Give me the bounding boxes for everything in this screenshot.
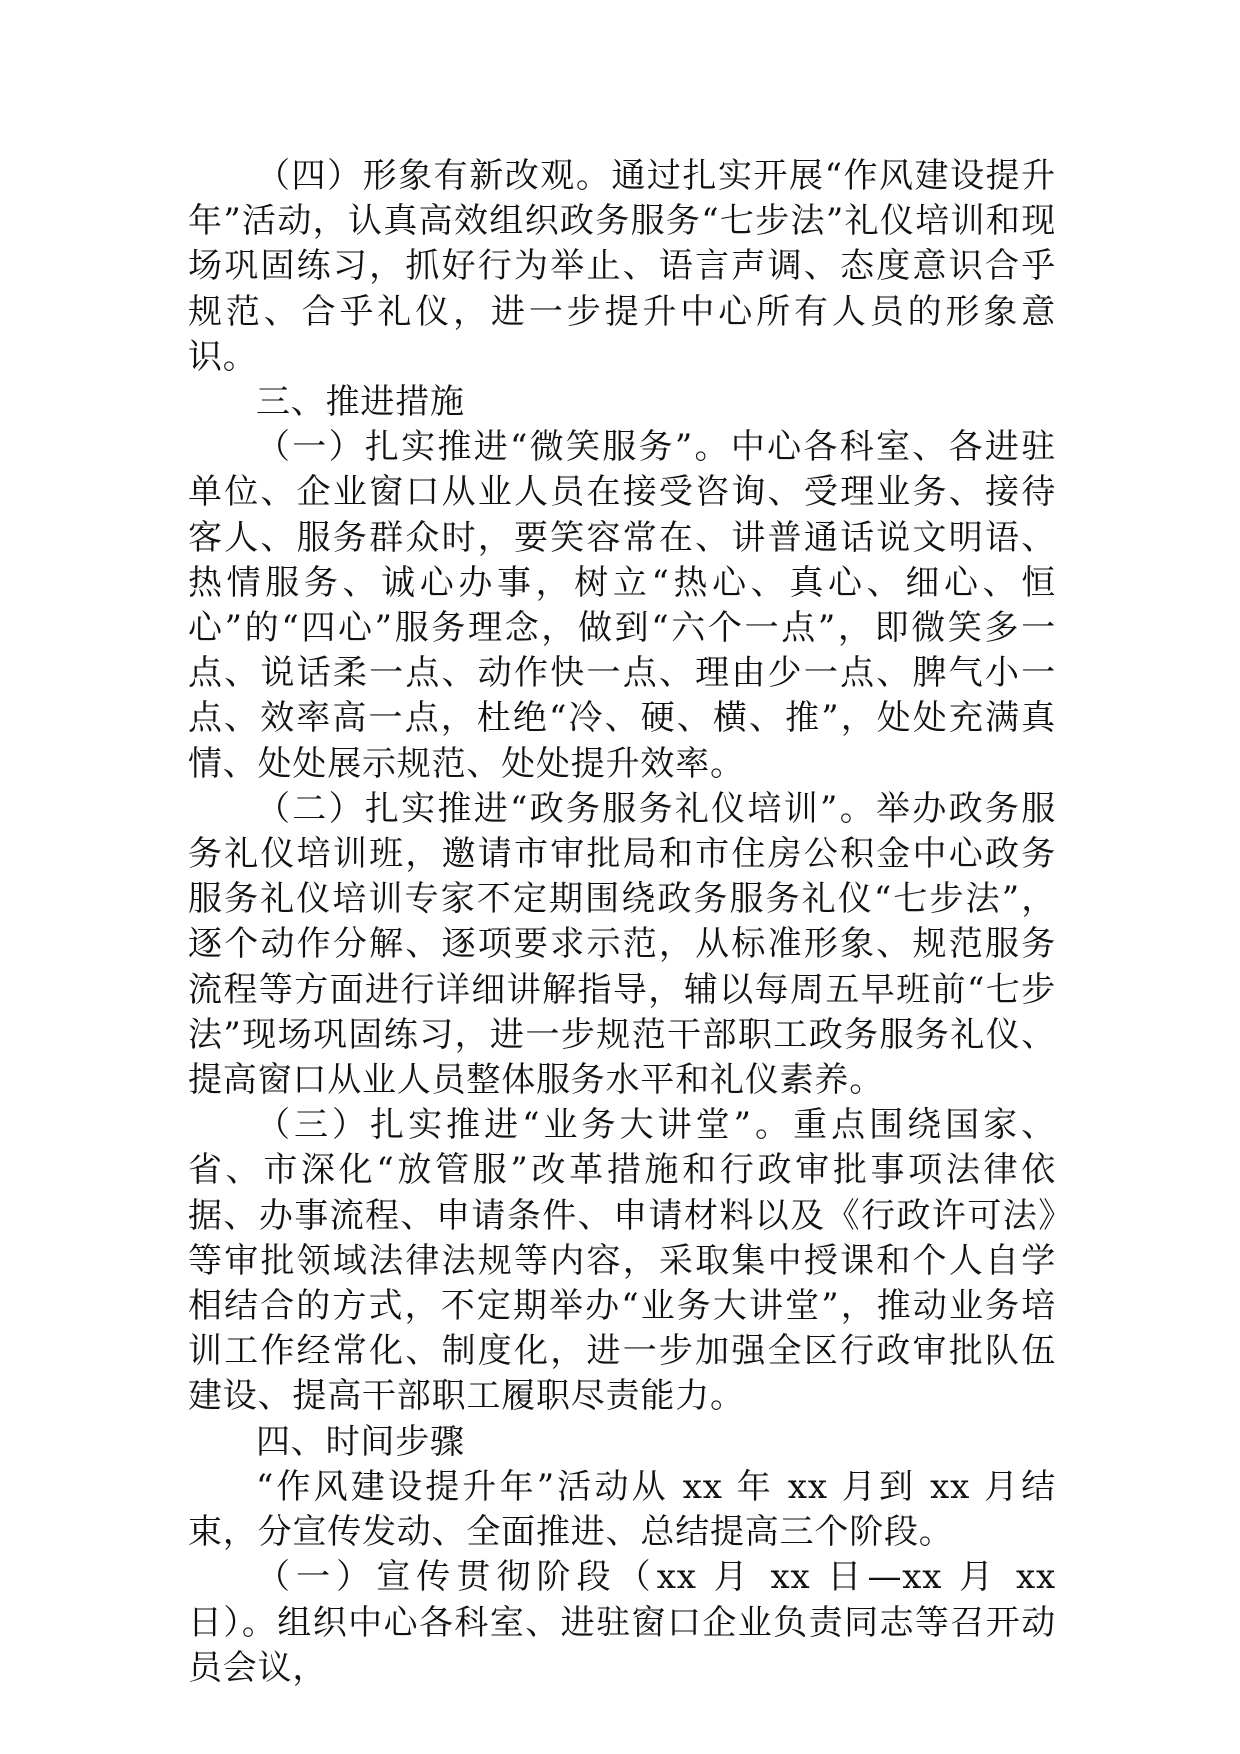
paragraph-publicity-stage: （一）宣传贯彻阶段（xx 月 xx 日—xx 月 xx 日）。组织中心各科室、进驻窗口企业负责同志等召开动员会议，	[188, 1557, 1056, 1688]
paragraph-smile-service: （一）扎实推进“微笑服务”。中心各科室、各进驻单位、企业窗口从业人员在接受咨询、受理业务、接待客人、服务群众时，要笑容常在、讲普通话说文明语、热情服务、诚心办事，树立“热心、真心、细心、恒心”的“四心”服务理念，做到“六个一点”，即微笑多一点、说话柔一点、动作快一点、理由少一点、脾气小一点、效率高一点，杜绝“冷、硬、横、推”，处处充满真情、处处展示规范、处处提升效率。	[188, 427, 1056, 784]
section-heading-measures: 三、推进措施	[256, 382, 465, 423]
paragraph-image-improvement: （四）形象有新改观。通过扎实开展“作风建设提升年”活动，认真高效组织政务服务“七步法”礼仪培训和现场巩固练习，抓好行为举止、语言声调、态度意识合乎规范、合乎礼仪，进一步提升中心所有人员的形象意识。	[188, 156, 1056, 377]
paragraph-business-lecture: （三）扎实推进“业务大讲堂”。重点围绕国家、省、市深化“放管服”改革措施和行政审批事项法律依据、办事流程、申请条件、申请材料以及《行政许可法》等审批领域法律法规等内容，采取集中授课和个人自学相结合的方式，不定期举办“业务大讲堂”，推动业务培训工作经常化、制度化，进一步加强全区行政审批队伍建设、提高干部职工履职尽责能力。	[188, 1105, 1056, 1417]
paragraph-etiquette-training: （二）扎实推进“政务服务礼仪培训”。举办政务服务礼仪培训班，邀请市审批局和市住房公积金中心政务服务礼仪培训专家不定期围绕政务服务礼仪“七步法”，逐个动作分解、逐项要求示范，从标准形象、规范服务流程等方面进行详细讲解指导，辅以每周五早班前“七步法”现场巩固练习，进一步规范干部职工政务服务礼仪、提高窗口从业人员整体服务水平和礼仪素养。	[188, 788, 1056, 1101]
paragraph-activity-period: “作风建设提升年”活动从 xx 年 xx 月到 xx 月结束，分宣传发动、全面推进、总结提高三个阶段。	[188, 1466, 1056, 1553]
document-body	[188, 154, 1056, 1691]
section-heading-schedule: 四、时间步骤	[256, 1421, 465, 1462]
